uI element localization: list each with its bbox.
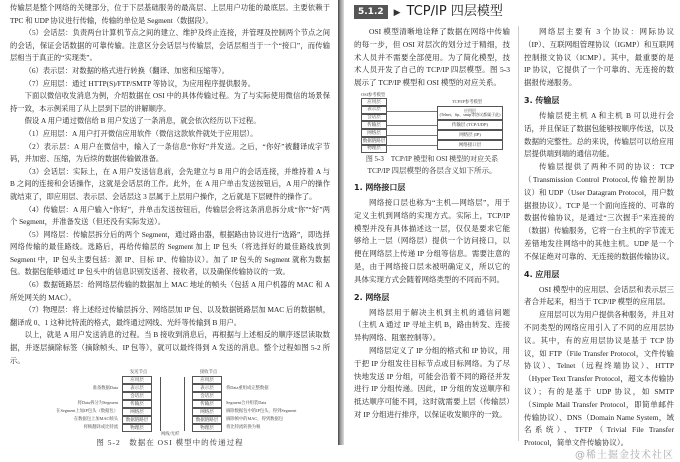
osi-layer: 传输层 [361, 121, 387, 129]
receiver-layer: 数据链路层 [192, 416, 222, 424]
figure-tcpip-osi [357, 93, 507, 153]
osi-layer: 物理层 [361, 145, 387, 153]
figure-osi-transfer [10, 370, 330, 436]
paragraph: （6）表示层：对数据的格式进行转换（翻译、加密和压缩等）。 [24, 65, 229, 75]
sender-layer: 会话层 [122, 392, 152, 400]
receiver-note: 摘除数据包中的IP包头，得到Segment [226, 408, 297, 414]
connector-line [387, 125, 437, 126]
triangle-icon: ▶ [393, 7, 401, 17]
tcpip-layer-label: 应用层 [464, 107, 476, 113]
left-page [0, 0, 338, 449]
tcpip-layer: 传输层 (TCP/UDP) [437, 120, 503, 130]
sender-note: 将帧翻译成比特流 [83, 424, 118, 430]
paragraph: （3）会话层：实际上，在 A 用户发送信息前，会先建立与 B 用户的会话连接，并维持着 A 与 B 之间的连接和会话操作，这就是会话层的工作。此外，在 A 用户单击发送按钮后，A 用户的操作就结束了，即应用层、表示层、会话层这 3 层属于上层用户操作，之后就是下层硬件的操作了。 [10, 166, 330, 201]
sender-layer: 应用层 [122, 376, 152, 384]
section-title: TCP/IP 四层模型 [406, 4, 503, 19]
paragraph: OSI 模型清晰地诠释了数据在网络中传输的每一步，但 OSI 对层次的划分过于精细，技术人员并不需要全部使用。为了简化模型，技术人员开发了自己的 TCP/IP 四层模型。图 5-3 展示了 TCP/IP 模型和 OSI 模型的对应关系。 [354, 27, 510, 88]
heading-network-interface: 1. 网络接口层 [354, 182, 406, 192]
paragraph: 以上，就是 A 用户发送消息的过程。当 B 接收到消息后，再根据与上述相反的顺序逐层读取数据，并逐层摘除标签（摘除帧头、IP 包等），就可以最终得到 A 发送的消息。整个过程如图 5-2 所示。 [10, 330, 330, 365]
sender-layer: 物理层 [122, 424, 152, 432]
watermark: @稀土掘金技术社区 [575, 449, 674, 461]
heading-transport-layer: 3. 传输层 [524, 95, 560, 105]
osi-layer: 表示层 [361, 106, 387, 114]
tcpip-layer: 网络接口层 [437, 140, 503, 150]
receiver-title: 接收节点 [200, 369, 218, 375]
receiver-layer: 传输层 [192, 400, 222, 408]
receiver-layer: 网络层 [192, 408, 222, 416]
sender-layer: 数据链路层 [122, 416, 152, 424]
section-heading [354, 4, 503, 20]
osi-title: OSI参考模型 [361, 91, 386, 97]
osi-layer: 网络层 [361, 129, 387, 137]
paragraph: OSI 模型中的应用层、会话层和表示层三者合并起来，相当于 TCP/IP 模型的应用层。 [524, 284, 674, 307]
sender-layer: 表示层 [122, 384, 152, 392]
page-gutter [338, 0, 344, 445]
paragraph: TCP/IP 四层模型的各层含义如下所示。 [367, 165, 497, 175]
receiver-layer: 物理层 [192, 424, 222, 432]
tcpip-title: TCP/IP参考模型 [452, 98, 483, 104]
receiver-note: 将比特流转换为帧 [226, 424, 261, 430]
paragraph: 网络接口层也称为“主机—网络层”，用于定义主机到网络的实现方式。实际上，TCP/IP 模型并没有具体描述这一层，仅仅是要求它能够给上一层（网络层）提供一个访问接口，以便在网络层上传递 IP 分组等信息。需要注意的是，由于网络接口层未被明确定义，所以它的具体实现方式会随着网络类型的不同而不同。 [354, 197, 510, 284]
paragraph: （5）网络层：传输层拆分后的两个 Segment，通过路由器，根据路由协议进行“选路”，即选择网络传输的最佳路线。选路后，再给传输层的 Segment 加上 IP 包头（将选择好的最佳路线放到 Segment 中，IP 包头主要包括：源 IP、目标 IP、传输协议）。加了 IP 包头的 Segment 就称为数据包。数据包能够通过 IP 包头中的信息识别发送者、接收者，以及确保传输协议的一致。 [10, 229, 330, 277]
up-arrow [184, 377, 185, 431]
receiver-note: 将Data重组成完整数据 [226, 385, 269, 391]
tcpip-layer: 网络层 (IP) [437, 130, 503, 140]
sender-note: 准备数据Data [92, 385, 118, 391]
paragraph: （7）应用层：通过 HTTP(S)/FTP/SMTP 等协议，为应用程序提供服务。 [24, 78, 255, 88]
receiver-layer: 会话层 [192, 392, 222, 400]
paragraph: 下面以微信收发消息为例，介绍数据在 OSI 中的具体传输过程。为了与实际使用微信的场景保持一致，本示例采用了从上层到下层的讲解顺序。 [10, 91, 330, 113]
paragraph: 假设 A 用户通过微信给 B 用户发送了一条消息，就会依次经历以下过程。 [24, 116, 261, 126]
paragraph: （5）会话层：负责两台计算机节点之间的建立、维护及终止连接，并管理及控制两个节点之间的会话，保证会话数据的可靠传输。注意区分会话层与传输层，会话层相当于一个“接口”，而传输层相当于真正的“实现类”。 [10, 28, 330, 63]
paragraph: 传输层是整个网络的关键部分，位于下层基础服务的最高层、上层用户功能的最底层。主要依赖于TPC 和 UDP 协议进行传输，传输的单位是 Segment（数据段）。 [10, 3, 330, 25]
connector-line [387, 135, 437, 136]
paragraph: 应用层可以为用户提供各种服务，并且对不同类型的网络应用引入了不同的应用层协议。其中，有的应用层协议是基于 TCP 协议，如 FTP（File Transfer Protocol，文件传输协议）、Telnet（远程终端协议）、HTTP（Hyper Text Transfer Protocol，超文本传输协议）；有的是基于 UDP 协议，如 SMTP（Simple Mail Transfer Protocol，即简单邮件传输协议）、DNS（Domain Name System，域名系统）、TFTP（Trivial File Transfer Protocol，简单文件传输协议）。 [524, 310, 674, 448]
sender-layer: 传输层 [122, 400, 152, 408]
receiver-note: 摘除帧中的MAC，得到数据包 [226, 416, 284, 422]
paragraph: （2）表示层：A 用户在微信中，输入了一条信息“你好”并发送。之后，“你好”被翻译成字节码，并加密、压缩，为后续的数据传输做准备。 [10, 141, 330, 164]
receiver-layer: 应用层 [192, 376, 222, 384]
sender-title: 发送节点 [130, 369, 148, 375]
sender-layer: 网络层 [122, 408, 152, 416]
receiver-layer: 表示层 [192, 384, 222, 392]
osi-layer: 应用层 [361, 98, 387, 106]
connector-line [387, 111, 437, 112]
paragraph: 传输层使主机 A 和主机 B 可以进行会话，并且保证了数据包能够按顺序传送，以及数据的完整性。总的来说，传输层可以给应用层提供端到端的通信功能。 [524, 110, 674, 159]
column-left [354, 26, 510, 422]
paragraph: 网络层用于解决主机到主机的通信问题（主机 A 通过 IP 寻址主机 B，路由转发、连接异构网络、阻塞控制等）。 [354, 307, 510, 343]
paragraph: 网络层主要有 3 个协议：网际协议（IP）、互联网组管理协议（IGMP）和互联网控制报文协议（ICMP）。其中，最重要的是 IP 协议，它提供了一个可靠的、无连接的数据报传递服务。 [524, 27, 674, 88]
tcpip-layer [437, 106, 503, 120]
sender-note: 在Segment上加IP包头（数据包） [56, 408, 118, 414]
sender-note: 将Data拆分为Segment [77, 400, 118, 406]
link-label: 网线/光纤 [161, 431, 180, 437]
column-right [524, 26, 674, 462]
paragraph: （4）传输层：A 用户输入“你好”，并单击发送按钮后，传输层会将这条消息拆分成“你”“好”两个 Segment，并准备发送（但还没有实际发送）。 [10, 204, 330, 227]
section-number: 5.1.2 [354, 5, 388, 19]
figure-caption: 图 5-3 TCP/IP 模型和 OSI 模型的对应关系 [365, 154, 499, 163]
paragraph: （1）应用层：A 用户打开微信应用软件（微信这款软件就处于应用层）。 [24, 128, 258, 138]
paragraph: （7）物理层：将上述经过传输层拆分、网络层加 IP 包、以及数据链路层加 MAC 后的数据帧，翻译成 0、1 这种比特流的格式，最终通过网线、光纤等传输到 B 用户。 [10, 305, 330, 327]
osi-layer: 会话层 [361, 114, 387, 122]
paragraph: 网络层定义了 IP 分组的格式和 IP 协议，用于把 IP 分组发往目标节点或目标网络。为了尽快地发送 IP 分组，可能会沿着不同的路径并发进行 IP 分组传递。因此，IP 分组的发送顺序和抵达顺序可能不同，这时就需要上层（传输层）对 IP 分组进行排序，以保证收发顺序的一致。 [354, 345, 510, 419]
figure-caption: 图 5-2 数据在 OSI 模型中的传递过程 [96, 438, 244, 448]
receiver-note: Segment合并组装Data [226, 400, 267, 406]
connector-line [387, 145, 437, 146]
sender-note: 在数据包上加MAC帧头 [73, 416, 118, 422]
heading-application-layer: 4. 应用层 [524, 269, 560, 279]
heading-network-layer: 2. 网络层 [354, 292, 390, 302]
paragraph: （6）数据链路层：给网络层传输的数据加上 MAC 地址的帧头（包括 A 用户机器的 MAC 和 A 所处网关的 MAC）。 [10, 280, 330, 302]
tcpip-layer-label: (Telnet、ftp、smtp等协议都属于此) [439, 111, 501, 117]
paragraph: 传输层提供了两种不同的协议：TCP（Transmission Control Protocol,传输控制协议）和 UDP（User Datagram Protocol，用户数据报协议）。TCP 是一个面向连接的、可靠的数据传输协议，是通过“三次握手”来连接的（数据）传输服务，它将一台主机的字节流无差错地发往网络中的其他主机。UDP 是一个不保证绝对可靠的、无连接的数据传输协议。 [524, 162, 674, 261]
osi-layer: 数据链路层 [361, 137, 387, 145]
down-arrow [160, 377, 161, 431]
